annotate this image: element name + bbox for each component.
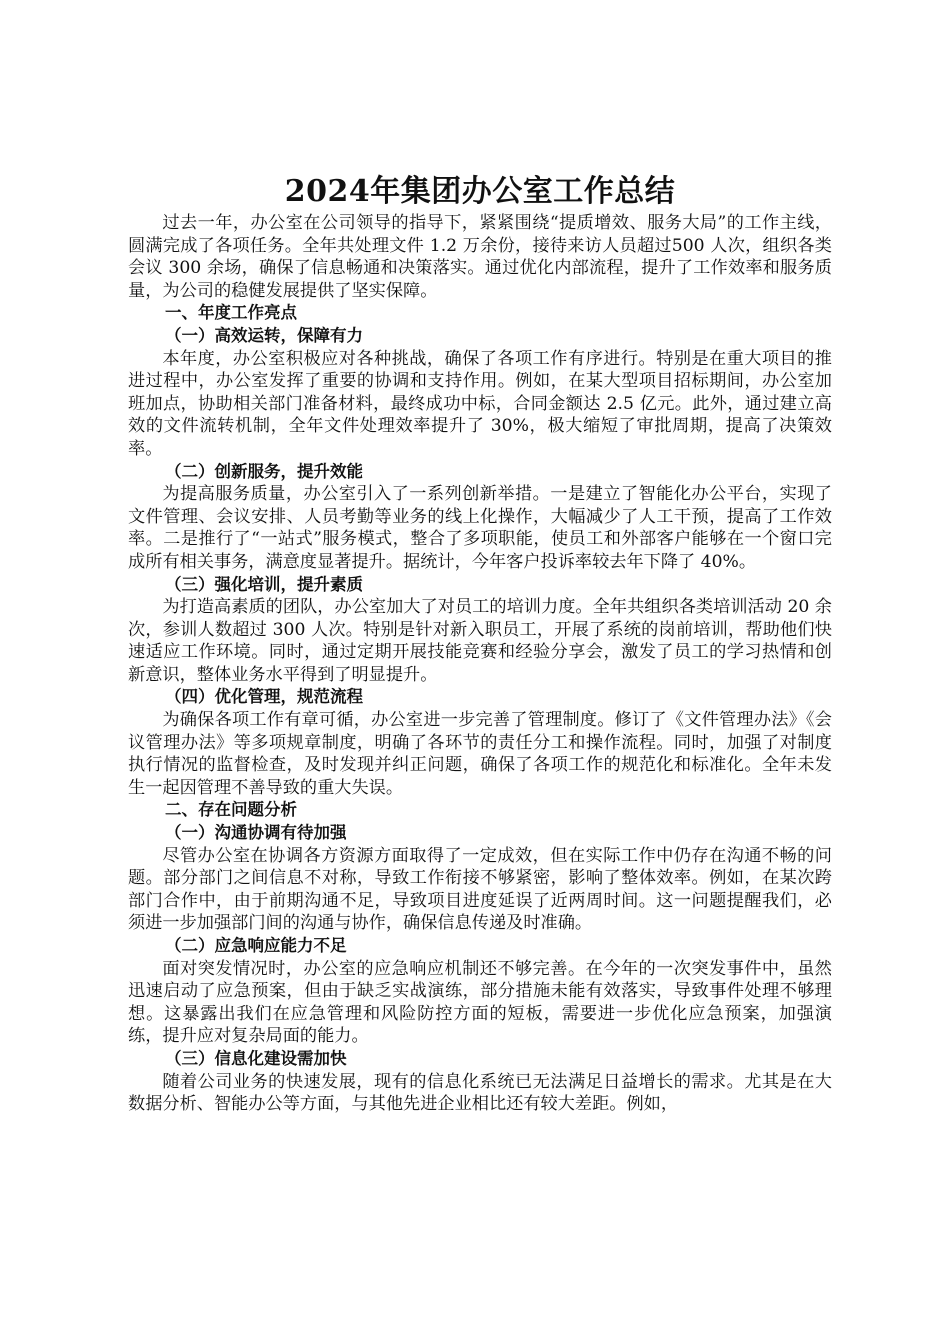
subsection-heading: （二）应急响应能力不足: [165, 936, 347, 955]
paragraph: 为确保各项工作有章可循，办公室进一步完善了管理制度。修订了《文件管理办法》《会议管理办法》等多项规章制度，明确了各环节的责任分工和操作流程。同时，加强了对制度执行情况的监督检查，及时发现并纠正问题，确保了各项工作的规范化和标准化。全年未发生一起因管理不善导致的重大失误。: [128, 710, 832, 798]
paragraph: 本年度，办公室积极应对各种挑战，确保了各项工作有序进行。特别是在重大项目的推进过程中，办公室发挥了重要的协调和支持作用。例如，在某大型项目招标期间，办公室加班加点，协助相关部门准备材料，最终成功中标，合同金额达 2.5 亿元。此外，通过建立高效的文件流转机制，全年文件处理效率提升了 30%，极大缩短了审批周期，提高了决策效率。: [128, 348, 832, 459]
subsection-heading: （三）信息化建设需加快: [165, 1048, 347, 1068]
section-heading-problems: 二、存在问题分析: [165, 800, 297, 820]
paragraph: 随着公司业务的快速发展，现有的信息化系统已无法满足日益增长的需求。尤其是在大数据分析、智能办公等方面，与其他先进企业相比还有较大差距。例如，: [128, 1071, 832, 1115]
subsection-heading: （四）优化管理，规范流程: [165, 687, 363, 707]
subsection-heading: （一）高效运转，保障有力: [165, 325, 363, 345]
subsection-heading: （一）沟通协调有待加强: [165, 823, 347, 843]
document-page: [128, 170, 832, 1116]
paragraph: 为打造高素质的团队，办公室加大了对员工的培训力度。全年共组织各类培训活动 20 余次，参训人数超过 300 人次。特别是针对新入职员工，开展了系统的岗前培训，帮助他们快速适应工作环境。同时，通过定期开展技能竞赛和经验分享会，激发了员工的学习热情和创新意识，整体业务水平得到了明显提升。: [128, 597, 832, 685]
document-title: 2024年集团办公室工作总结: [284, 174, 676, 209]
subsection-heading: （三）强化培训，提升素质: [165, 574, 363, 594]
paragraph: 尽管办公室在协调各方资源方面取得了一定成效，但在实际工作中仍存在沟通不畅的问题。部分部门之间信息不对称，导致工作衔接不够紧密，影响了整体效率。例如，在某次跨部门合作中，由于前期沟通不足，导致项目进度延误了近两周时间。这一问题提醒我们，必须进一步加强部门间的沟通与协作，确保信息传递及时准确。: [128, 845, 832, 934]
subsection-heading: （二）创新服务，提升效能: [165, 461, 363, 481]
section-heading-highlights: 一、年度工作亮点: [165, 303, 297, 323]
paragraph: 为提高服务质量，办公室引入了一系列创新举措。一是建立了智能化办公平台，实现了文件管理、会议安排、人员考勤等业务的线上化操作，大幅减少了人工干预，提高了工作效率。二是推行了“一站式”服务模式，整合了多项职能，使员工和外部客户能够在一个窗口完成所有相关事务，满意度显著提升。据统计，今年客户投诉率较去年下降了 40%。: [128, 484, 832, 572]
paragraph: 面对突发情况时，办公室的应急响应机制还不够完善。在今年的一次突发事件中，虽然迅速启动了应急预案，但由于缺乏实战演练，部分措施未能有效落实，导致事件处理不够理想。这暴露出我们在应急管理和风险防控方面的短板，需要进一步优化应急预案，加强演练，提升应对复杂局面的能力。: [128, 958, 832, 1047]
intro-paragraph: 过去一年，办公室在公司领导的指导下，紧紧围绕“提质增效、服务大局”的工作主线，圆满完成了各项任务。全年共处理文件 1.2 万余份，接待来访人员超过500 人次，组织各类会议 300 余场，确保了信息畅通和决策落实。通过优化内部流程，提升了工作效率和服务质量，为公司的稳健发展提供了坚实保障。: [128, 213, 832, 301]
